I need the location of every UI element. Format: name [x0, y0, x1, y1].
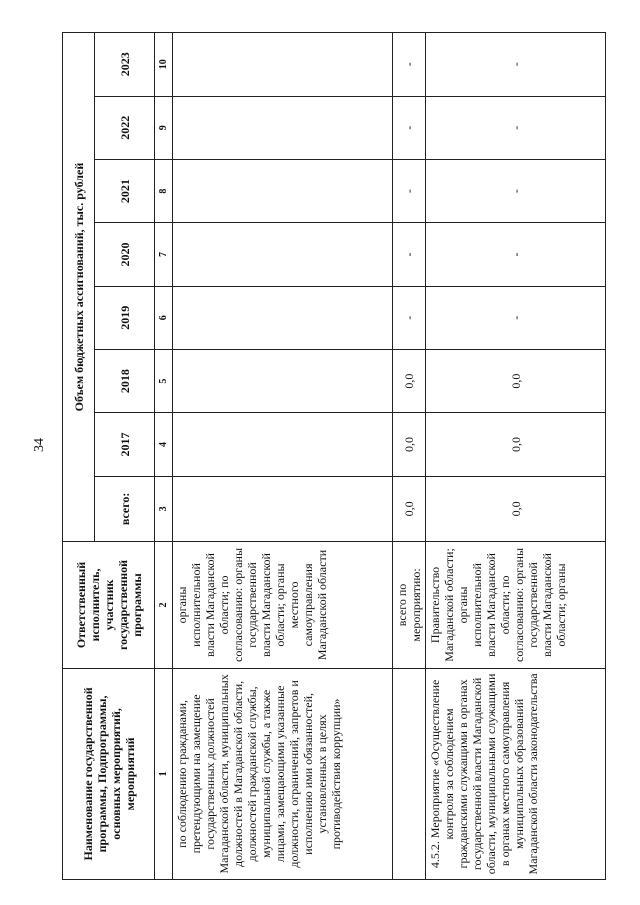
value-cell: -	[393, 96, 426, 159]
row-executor: всего по мероприятию:	[393, 542, 426, 669]
header-year-2018: 2018	[95, 349, 155, 412]
value-cell: 0,0	[426, 476, 606, 541]
value-cell	[173, 159, 393, 222]
budget-table	[62, 32, 606, 880]
value-cell: -	[393, 159, 426, 222]
header-name: Наименование государственной программы, Подпрограммы, основных мероприятий, мероприятий	[63, 668, 155, 879]
table-row	[426, 33, 606, 880]
value-cell: -	[393, 33, 426, 97]
value-cell: -	[426, 286, 606, 349]
row-executor: Правительство Магаданской области; органы исполнительной власти Магаданской области; по согласованию: органы государственной власти Магаданской области; органы	[426, 542, 606, 669]
table-row	[173, 33, 393, 880]
row-name	[393, 668, 426, 879]
column-number: 6	[155, 286, 173, 349]
header-year-2019: 2019	[95, 286, 155, 349]
value-cell: -	[426, 159, 606, 222]
value-cell: 0,0	[426, 413, 606, 476]
column-number: 4	[155, 413, 173, 476]
value-cell	[173, 349, 393, 412]
header-year-2017: 2017	[95, 413, 155, 476]
header-executor: Ответственный исполнитель, участник государственной программы	[63, 542, 155, 669]
value-cell	[173, 413, 393, 476]
column-number: 5	[155, 349, 173, 412]
header-year-2023: 2023	[95, 33, 155, 97]
column-number: 3	[155, 476, 173, 541]
value-cell	[173, 286, 393, 349]
column-number: 1	[155, 668, 173, 879]
header-year-2021: 2021	[95, 159, 155, 222]
column-number: 7	[155, 223, 173, 286]
value-cell: 0,0	[393, 349, 426, 412]
page-number: 34	[32, 438, 47, 452]
value-cell: -	[426, 223, 606, 286]
value-cell: -	[393, 286, 426, 349]
value-cell: -	[426, 33, 606, 97]
header-year-2020: 2020	[95, 223, 155, 286]
column-number: 10	[155, 33, 173, 97]
row-executor: органы исполнительной власти Магаданской области; по согласованию: органы государственной власти Магаданской области; органы местного самоуправления Магаданской области	[173, 542, 393, 669]
column-number: 9	[155, 96, 173, 159]
column-number: 8	[155, 159, 173, 222]
column-number: 2	[155, 542, 173, 669]
row-name: 4.5.2. Мероприятие «Осуществление контроля за соблюдением гражданскими служащими в органах государственной власти Магаданской области, муниципальными служащими в органах местного самоуправления муниципальных образований Магаданской области законодательства	[426, 668, 606, 879]
value-cell: -	[426, 96, 606, 159]
value-cell	[173, 96, 393, 159]
header-total: всего:	[95, 476, 155, 541]
header-budget-group: Объем бюджетных ассигнований, тыс. рублей	[63, 33, 95, 542]
value-cell: 0,0	[426, 349, 606, 412]
value-cell: 0,0	[393, 476, 426, 541]
value-cell: 0,0	[393, 413, 426, 476]
value-cell	[173, 476, 393, 541]
table-row	[393, 33, 426, 880]
header-year-2022: 2022	[95, 96, 155, 159]
row-name: по соблюдению гражданами, претендующими на замещение государственных должностей Магаданской области, муниципальных должностей в Магаданской области, должностей гражданской службы, муниципальной службы, а также лицами, замещающими указанные должности, ограничений, запретов и исполнению ими обязанностей, установленных в целях противодействия коррупции»	[173, 668, 393, 879]
rotated-table-wrapper	[62, 32, 612, 880]
value-cell: -	[393, 223, 426, 286]
value-cell	[173, 223, 393, 286]
value-cell	[173, 33, 393, 97]
